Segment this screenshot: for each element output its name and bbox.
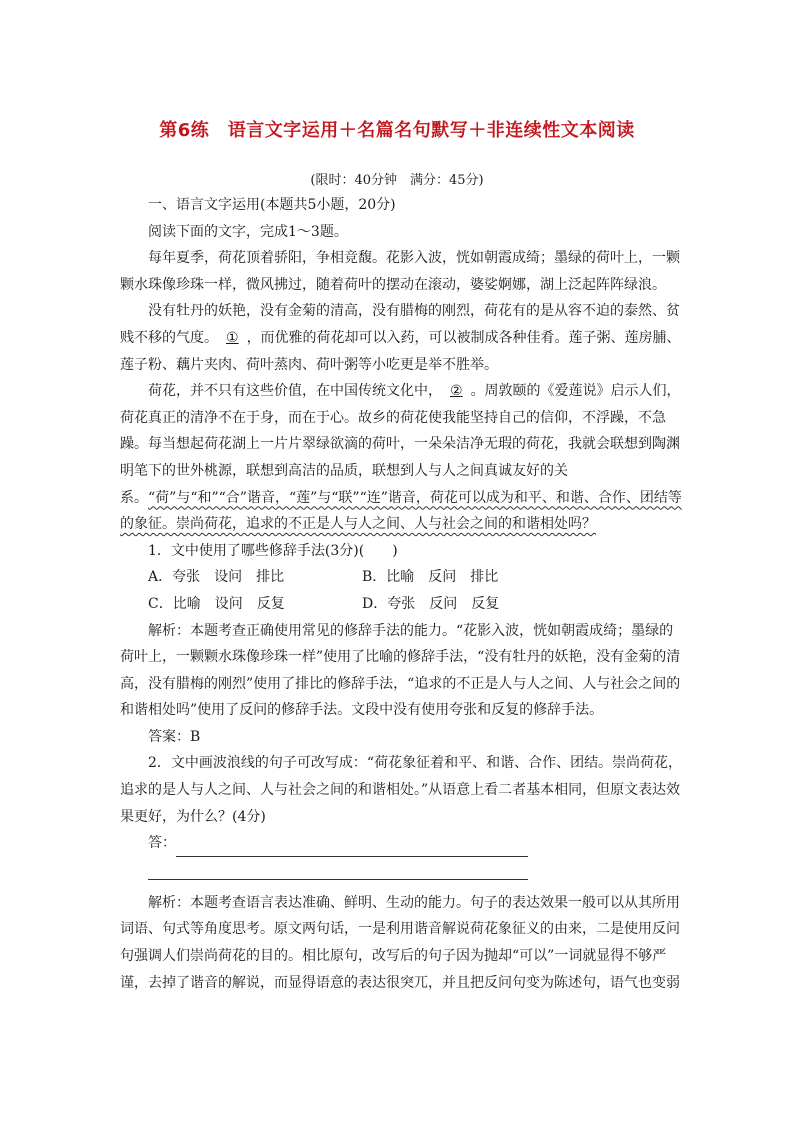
answer-line-1[interactable]	[176, 838, 528, 857]
section-heading: 一、语言文字运用(本题共5小题，20分)	[148, 197, 396, 213]
document-body	[120, 192, 684, 996]
blank-2: ②	[450, 383, 463, 400]
option-c: C．比喻 设问 反复	[148, 595, 285, 612]
question-1-options-row-1	[120, 564, 684, 591]
option-b: B．比喻 反问 排比	[362, 569, 499, 586]
answer-line-2[interactable]	[148, 857, 528, 880]
passage-paragraph-1: 每年夏季，荷花顶着骄阳，争相竞馥。花影入波，恍如朝霞成绮；墨绿的荷叶上，一颗颗水珠像珍珠一样，微风拂过，随着荷叶的摆动在滚动，婆娑婀娜，湖上泛起阵阵绿浪。	[120, 250, 680, 293]
reading-instruction: 阅读下面的文字，完成1～3题。	[148, 223, 348, 240]
question-2: 2．文中画波浪线的句子可改写成：“荷花象征着和平、和谐、合作、团结。崇尚荷花，追求的是人与人之间、人与社会之间的和谐相处。”从语意上看二者基本相同，但原文表达效果更好，为什么？(4分)	[120, 755, 683, 825]
paragraph-2-end: ，而优雅的荷花却可以入药，可以被制成各种佳肴。莲子粥、莲房脯、莲子粉、藕片夹肉、荷叶蒸肉、荷叶粥等小吃更是举不胜举。	[120, 329, 681, 373]
question-1-analysis: 解析：本题考查正确使用常见的修辞手法的能力。“花影入波，恍如朝霞成绮；墨绿的荷叶上，一颗颗水珠像珍珠一样”使用了比喻的修辞手法，“没有牡丹的妖艳，没有金菊的清高，没有腊梅的刚烈”使用了排比的修辞手法，“追求的不正是人与人之间、人与社会之间的和谐相处吗”使用了反问的修辞手法。文段中没有使用夸张和反复的修辞手法。	[120, 622, 681, 719]
option-a: A．夸张 设问 排比	[148, 569, 285, 586]
blank-1: ①	[226, 329, 239, 346]
answer-label: 答：	[148, 835, 176, 852]
question-2-analysis: 解析：本题考查语言表达准确、鲜明、生动的能力。句子的表达效果一般可以从其所用词语、句式等角度思考。原文两句话，一是利用谐音解说荷花象征义的由来，二是使用反问句强调人们崇尚荷花的目的。相比原句，改写后的句子因为抛却“可以”一词就显得不够严谨，去掉了谐音的解说，而显得语意的表达很突兀，并且把反问句变为陈述句，语气也变弱	[120, 894, 680, 991]
option-d: D．夸张 反问 反复	[362, 595, 500, 612]
paragraph-2-start: 没有牡丹的妖艳，没有金菊的清高，没有腊梅的刚烈，荷花有的是从容不迫的泰然、贫贱不移的气度。	[120, 303, 680, 346]
passage-paragraph-2	[120, 298, 684, 378]
page-title: 第6练 语言文字运用＋名篇名句默写＋非连续性文本阅读	[159, 120, 635, 141]
question-1: 1．文中使用了哪些修辞手法(3分)( )	[148, 542, 398, 559]
passage-paragraph-3	[120, 378, 684, 538]
paragraph-3-start: 荷花，并不只有这些价值，在中国传统文化中，	[148, 383, 442, 400]
question-1-answer: 答案：B	[148, 728, 201, 745]
answer-area	[120, 830, 684, 857]
wavy-underlined-sentence: “荷”与“和”“合”谐音，“莲”与“联”“连”谐音，荷花可以成为和平、和谐、合作、团结等的象征。崇尚荷花，追求的不正是人与人之间、人与社会之间的和谐相处吗？	[120, 489, 682, 533]
question-1-options-row-2	[120, 591, 684, 618]
time-score-limit: (限时：40分钟 满分：45分)	[310, 173, 484, 188]
paragraph-3-middle: 。周敦颐的《爱莲说》启示人们，荷花真正的清净不在于身，而在于心。故乡的荷花使我能坚持自己的信仰，不浮躁，不急躁。每当想起荷花湖上一片片翠绿欲滴的荷叶，一朵朵洁净无瑕的荷花，我就会联想到陶渊明笔下的世外桃源，联想到高洁的品质，联想到人与人之间真诚友好的关系。	[120, 383, 681, 506]
